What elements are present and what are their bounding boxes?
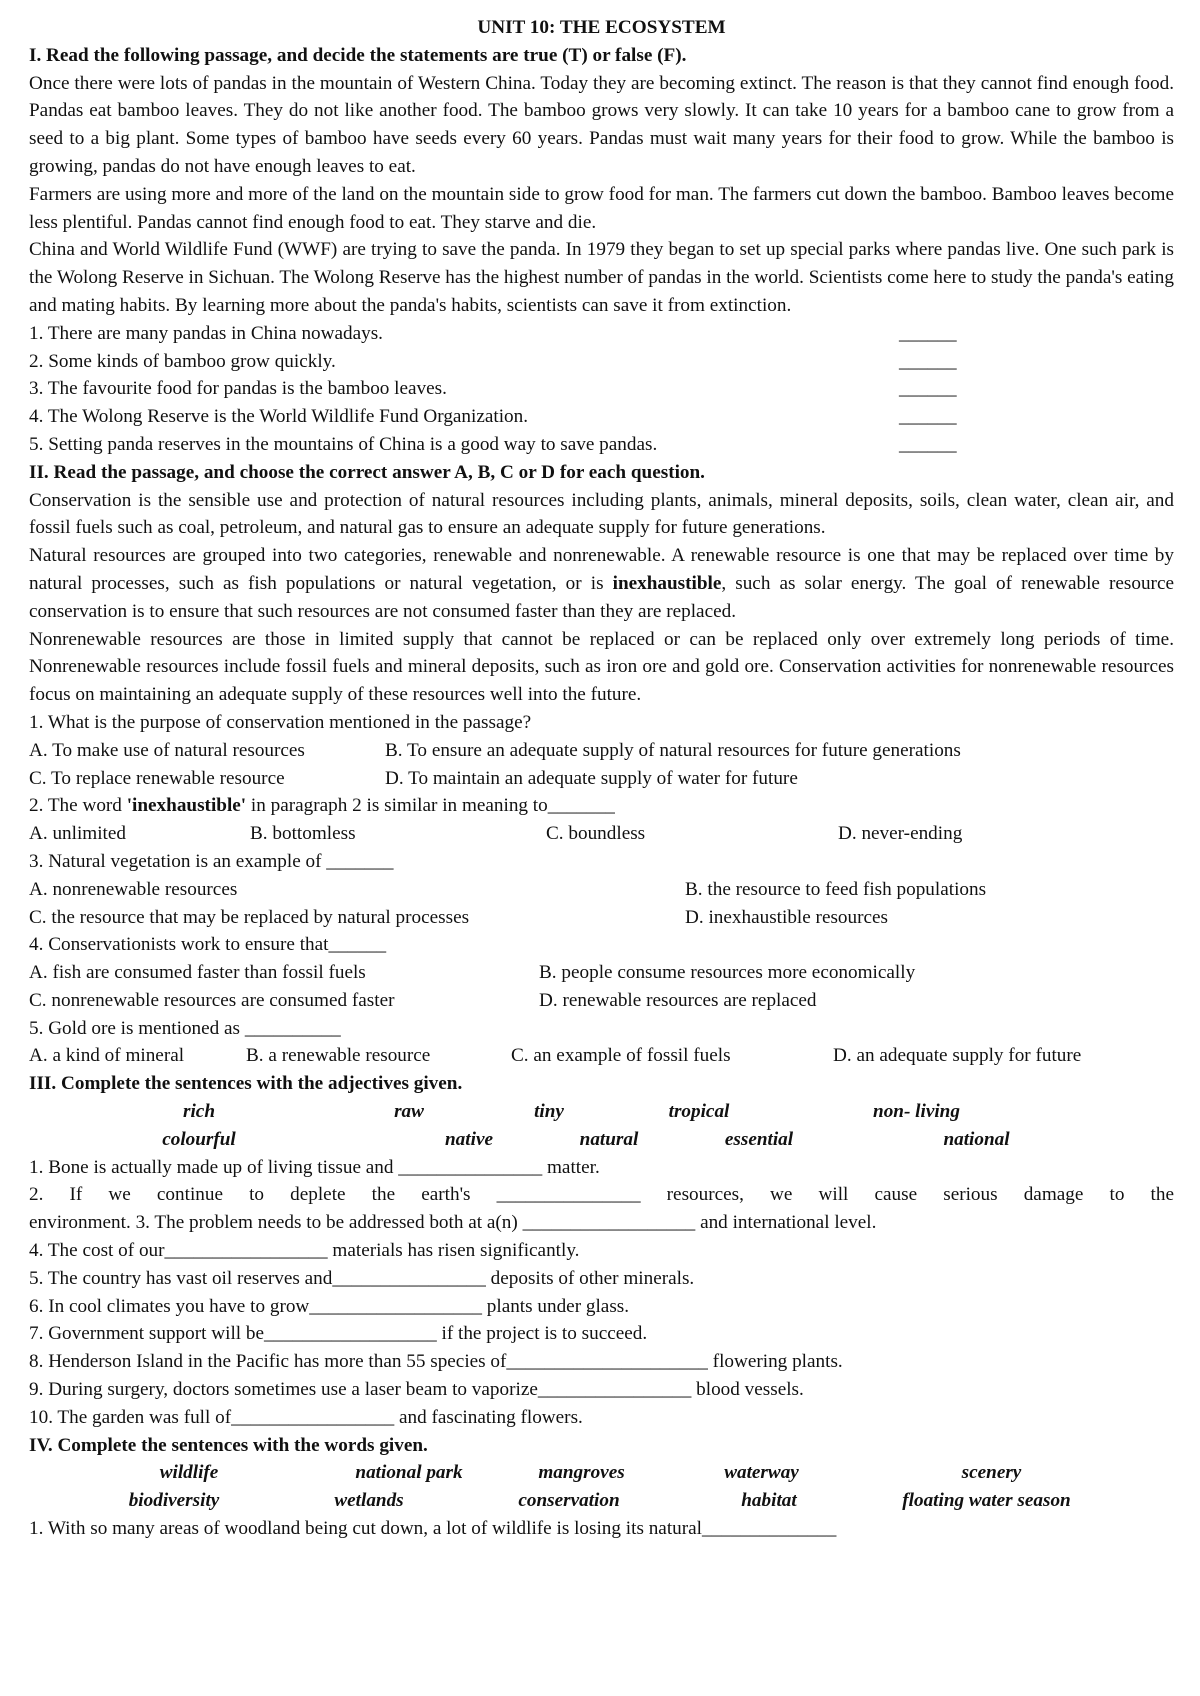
section-4-heading: IV. Complete the sentences with the words given. xyxy=(29,1434,428,1456)
word-bank-item: essential xyxy=(724,1128,794,1150)
passage-1-paragraph-2: Farmers are using more and more of the land on the mountain side to grow food for man. The farmers cut down the bamboo. Bamboo leaves become less plentiful. Pandas cannot find enough food to eat. They starve and die. xyxy=(29,183,1174,233)
option-b[interactable]: B. To ensure an adequate supply of natural resources for future generations xyxy=(385,739,961,761)
worksheet-page xyxy=(29,14,1174,1543)
question-4: 4. Conservationists work to ensure that______ xyxy=(29,934,387,956)
question-4-options-row-2 xyxy=(29,987,1174,1015)
tf-number: 2. xyxy=(29,350,44,372)
option-d[interactable]: D. never-ending xyxy=(838,823,963,845)
adjective-sentence: 7. Government support will be__________________ if the project is to succeed. xyxy=(29,1323,648,1345)
option-c[interactable]: C. nonrenewable resources are consumed faster xyxy=(29,989,395,1011)
word-sentence: 1. With so many areas of woodland being cut down, a lot of wildlife is losing its natural______________ xyxy=(29,1518,837,1540)
tf-statement xyxy=(29,431,1174,459)
option-a[interactable]: A. a kind of mineral xyxy=(29,1045,185,1067)
adjective-sentence: 9. During surgery, doctors sometimes use a laser beam to vaporize________________ blood vessels. xyxy=(29,1379,804,1401)
word-bank-item: tiny xyxy=(534,1101,564,1123)
option-a[interactable]: A. nonrenewable resources xyxy=(29,878,238,900)
word-bank-item: rich xyxy=(183,1101,215,1123)
word-bank-row-2 xyxy=(29,1487,1174,1515)
adjective-sentence: 4. The cost of our_________________ materials has risen significantly. xyxy=(29,1240,580,1262)
question-text: in paragraph 2 is similar in meaning to_______ xyxy=(246,795,615,817)
passage-2-paragraph-2 xyxy=(29,542,1174,625)
tf-statement xyxy=(29,320,1174,348)
word-bank-item: biodiversity xyxy=(128,1490,220,1512)
word-bank-item: natural xyxy=(579,1128,639,1150)
section-2-heading: II. Read the passage, and choose the correct answer A, B, C or D for each question. xyxy=(29,461,705,483)
passage-1-paragraph-3: China and World Wildlife Fund (WWF) are trying to save the panda. In 1979 they began to set up special parks where pandas live. One such park is the Wolong Reserve in Sichuan. The Wolong Reserve has the highest number of pandas in the world. Scientists come here to study the panda's eating and mating habits. By learning more about the panda's habits, scientists can save it from extinction. xyxy=(29,239,1174,316)
question-3-options-row-2 xyxy=(29,904,1174,932)
section-1-heading: I. Read the following passage, and decide the statements are true (T) or false (F). xyxy=(29,44,687,66)
word-bank-item: native xyxy=(445,1128,493,1150)
word-bank-row-1 xyxy=(29,1459,1174,1487)
question-1-options-row-1 xyxy=(29,737,1174,765)
bold-keyword: inexhaustible xyxy=(612,572,722,594)
word-bank-item: national park xyxy=(355,1462,463,1484)
tf-statement xyxy=(29,403,1174,431)
option-a[interactable]: A. unlimited xyxy=(29,823,126,845)
tf-number: 4. xyxy=(29,406,44,428)
option-b[interactable]: B. bottomless xyxy=(250,823,356,845)
option-d[interactable]: D. renewable resources are replaced xyxy=(539,989,817,1011)
question-5: 5. Gold ore is mentioned as __________ xyxy=(29,1017,341,1039)
adjective-sentence: 1. Bone is actually made up of living tissue and _______________ matter. xyxy=(29,1156,600,1178)
word-bank-item: conservation xyxy=(518,1490,620,1512)
word-bank-item: habitat xyxy=(741,1490,797,1512)
question-1: 1. What is the purpose of conservation mentioned in the passage? xyxy=(29,711,532,733)
option-c[interactable]: C. an example of fossil fuels xyxy=(511,1045,731,1067)
tf-answer-blank[interactable]: ______ xyxy=(899,378,957,400)
word-bank-item: non- living xyxy=(873,1101,960,1123)
option-b[interactable]: B. a renewable resource xyxy=(246,1045,431,1067)
question-2 xyxy=(29,792,1174,820)
word-bank-item: colourful xyxy=(162,1128,236,1150)
tf-text: The Wolong Reserve is the World Wildlife Fund Organization. xyxy=(43,406,529,428)
tf-text: Some kinds of bamboo grow quickly. xyxy=(43,350,336,372)
word-bank-item: wetlands xyxy=(334,1490,404,1512)
page-title: UNIT 10: THE ECOSYSTEM xyxy=(477,17,726,38)
adjective-sentence: 2. If we continue to deplete the earth's _______________ resources, we will cause serious damage to the xyxy=(29,1184,1174,1206)
tf-answer-blank[interactable]: ______ xyxy=(899,406,957,428)
option-d[interactable]: D. inexhaustible resources xyxy=(685,906,889,928)
tf-statement xyxy=(29,348,1174,376)
question-text: 2. The word xyxy=(29,795,127,817)
tf-answer-blank[interactable]: ______ xyxy=(899,433,957,455)
word-bank-item: floating water season xyxy=(902,1490,1071,1512)
adjective-bank-row-1 xyxy=(29,1098,1174,1126)
bold-keyword: 'inexhaustible' xyxy=(126,795,247,817)
question-3-options-row-1 xyxy=(29,876,1174,904)
tf-text: The favourite food for pandas is the bamboo leaves. xyxy=(43,378,447,400)
word-bank-item: mangroves xyxy=(538,1462,625,1484)
adjective-sentence: environment. 3. The problem needs to be addressed both at a(n) __________________ and international level. xyxy=(29,1212,877,1234)
word-bank-item: tropical xyxy=(668,1101,730,1123)
tf-answer-blank[interactable]: ______ xyxy=(899,350,957,372)
word-bank-item: scenery xyxy=(961,1462,1022,1484)
tf-number: 5. xyxy=(29,433,44,455)
section-3-heading: III. Complete the sentences with the adjectives given. xyxy=(29,1073,463,1095)
option-c[interactable]: C. the resource that may be replaced by natural processes xyxy=(29,906,470,928)
paragraph-text: , such as solar energy. The goal of renewable resource conservation is to ensure that such resources are not consumed faster than they are replaced. xyxy=(29,572,1174,622)
adjective-sentence: 6. In cool climates you have to grow__________________ plants under glass. xyxy=(29,1295,630,1317)
passage-2-paragraph-3: Nonrenewable resources are those in limited supply that cannot be replaced or can be replaced only over extremely long periods of time. Nonrenewable resources include fossil fuels and mineral deposits, such as iron ore and gold ore. Conservation activities for nonrenewable resources focus on maintaining an adequate supply of these resources well into the future. xyxy=(29,628,1174,706)
adjective-sentence: 10. The garden was full of_________________ and fascinating flowers. xyxy=(29,1406,583,1428)
passage-2-paragraph-1: Conservation is the sensible use and protection of natural resources including plants, animals, mineral deposits, soils, clean water, clean air, and fossil fuels such as coal, petroleum, and natural gas to ensure an adequate supply for future generations. xyxy=(29,489,1174,539)
question-2-options xyxy=(29,820,1174,848)
question-5-options xyxy=(29,1042,1174,1070)
word-bank-item: raw xyxy=(394,1101,424,1123)
tf-number: 3. xyxy=(29,378,44,400)
question-3: 3. Natural vegetation is an example of _______ xyxy=(29,850,394,872)
option-b[interactable]: B. people consume resources more economically xyxy=(539,962,916,984)
tf-answer-blank[interactable]: ______ xyxy=(899,322,957,344)
question-1-options-row-2 xyxy=(29,765,1174,793)
option-b[interactable]: B. the resource to feed fish populations xyxy=(685,878,987,900)
word-bank-item: national xyxy=(943,1128,1010,1150)
word-bank-item: wildlife xyxy=(159,1462,219,1484)
adjective-sentence: 5. The country has vast oil reserves and________________ deposits of other minerals. xyxy=(29,1267,695,1289)
paragraph-text: Natural resources are grouped into two categories, renewable and nonrenewable. A renewable resource is one that may be replaced over time by natural processes, such as fish populations or natural vegetation, or is xyxy=(29,545,1174,594)
adjective-sentence: 8. Henderson Island in the Pacific has more than 55 species of_____________________ flowering plants. xyxy=(29,1351,843,1373)
option-a[interactable]: A. To make use of natural resources xyxy=(29,739,305,761)
passage-1-paragraph-1: Once there were lots of pandas in the mountain of Western China. Today they are becoming extinct. The reason is that they cannot find enough food. Pandas eat bamboo leaves. They do not like another food. The bamboo grows very slowly. It can take 10 years for a bamboo cane to grow from a seed to a big plant. Some types of bamboo have seeds every 60 years. Pandas must wait many years for their food to grow. While the bamboo is growing, pandas do not have enough leaves to eat. xyxy=(29,72,1174,177)
tf-statement xyxy=(29,375,1174,403)
tf-number: 1. xyxy=(29,322,44,344)
adjective-bank-row-2 xyxy=(29,1126,1174,1154)
word-bank-item: waterway xyxy=(724,1462,799,1484)
option-c[interactable]: C. boundless xyxy=(546,823,646,845)
option-d[interactable]: D. To maintain an adequate supply of water for future xyxy=(385,767,798,789)
option-c[interactable]: C. To replace renewable resource xyxy=(29,767,285,789)
option-d[interactable]: D. an adequate supply for future xyxy=(833,1045,1082,1067)
tf-text: There are many pandas in China nowadays. xyxy=(43,322,383,344)
question-4-options-row-1 xyxy=(29,959,1174,987)
option-a[interactable]: A. fish are consumed faster than fossil fuels xyxy=(29,962,366,984)
tf-text: Setting panda reserves in the mountains of China is a good way to save pandas. xyxy=(43,433,658,455)
